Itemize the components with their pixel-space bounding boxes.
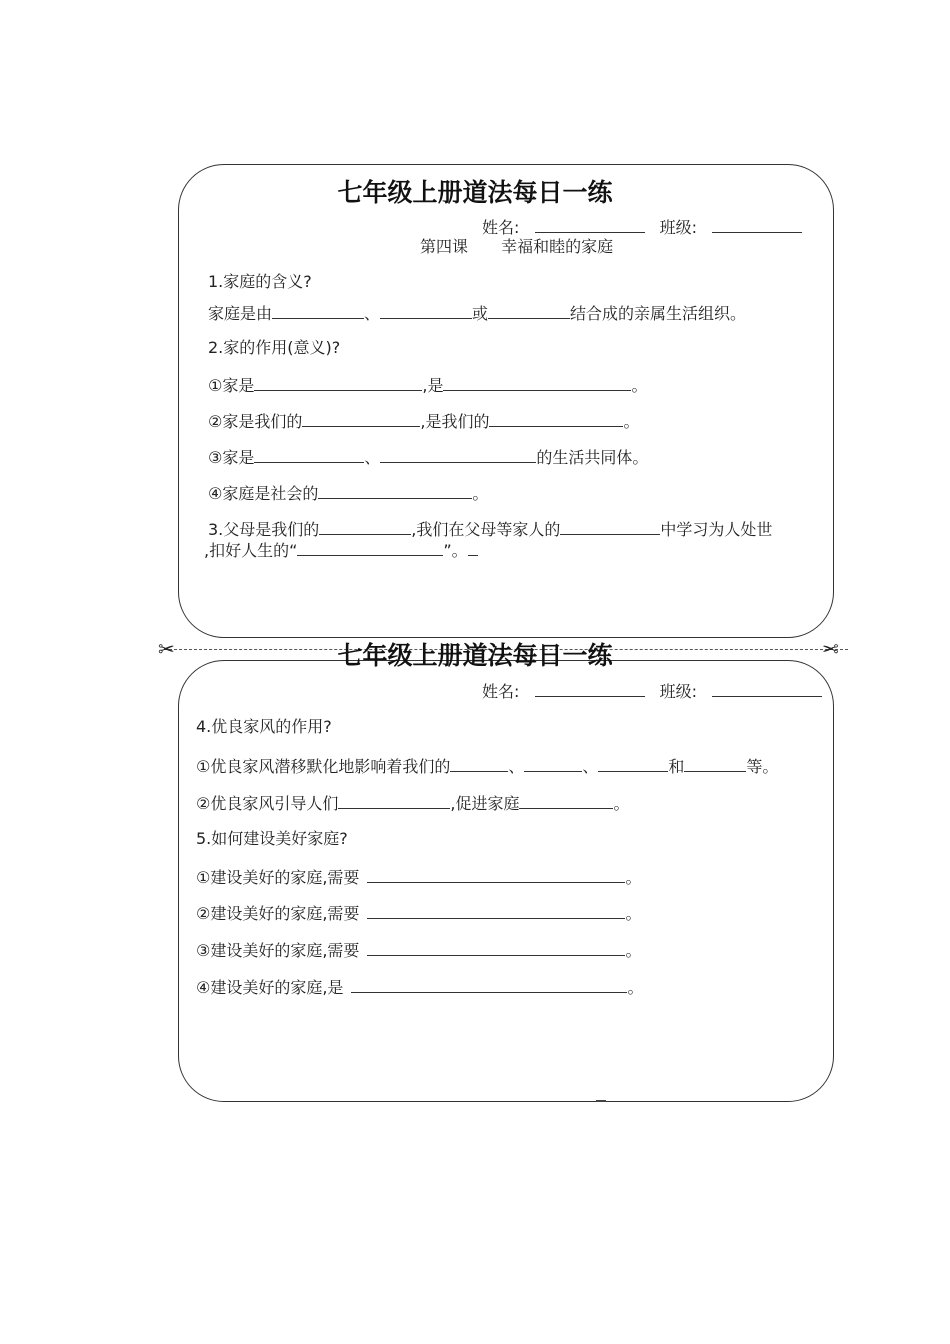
name-field-2 (482, 680, 822, 702)
lesson-number: 第四课 (420, 237, 469, 256)
text: 的生活共同体。 (536, 448, 649, 467)
text: 。 (625, 941, 642, 960)
blank (468, 539, 478, 556)
text: ②家是我们的 (208, 412, 303, 431)
scissors-icon: ✂ (158, 637, 175, 661)
lesson-heading (420, 237, 613, 257)
text: 或 (472, 304, 489, 323)
worksheet-title-1: 七年级上册道法每日一练 (337, 178, 613, 207)
text: ③建设美好的家庭,需要 (196, 941, 360, 960)
text: ④家庭是社会的 (208, 484, 319, 503)
text: ②优良家风引导人们 (196, 794, 339, 813)
blank[interactable] (367, 939, 625, 956)
blank[interactable] (272, 302, 364, 319)
blank[interactable] (380, 302, 472, 319)
blank[interactable] (367, 866, 625, 883)
blank[interactable] (351, 976, 627, 993)
blank[interactable] (297, 539, 443, 556)
blank[interactable] (319, 518, 411, 535)
blank[interactable] (338, 792, 450, 809)
text: 。 (625, 868, 642, 887)
text: 结合成的亲属生活组织。 (570, 304, 747, 323)
name-label: 姓名: (482, 218, 520, 237)
answer-line-4-1 (196, 755, 778, 777)
text: ”。 (443, 541, 468, 560)
worksheet-title-2: 七年级上册道法每日一练 (337, 641, 613, 670)
text: ,促进家庭 (450, 794, 520, 813)
text: 。 (627, 978, 644, 997)
blank[interactable] (443, 374, 631, 391)
answer-line-2-4 (208, 482, 488, 504)
blank[interactable] (318, 482, 472, 499)
bottom-mark (596, 1100, 606, 1102)
text: ,是我们的 (420, 412, 490, 431)
text: 、 (508, 757, 525, 776)
class-label: 班级: (659, 682, 697, 701)
blank[interactable] (302, 410, 420, 427)
text: 、 (364, 304, 381, 323)
text: ,我们在父母等家人的 (411, 520, 561, 539)
question-1: 1.家庭的含义? (208, 272, 312, 291)
question-5: 5.如何建设美好家庭? (196, 829, 348, 848)
text: ②建设美好的家庭,需要 (196, 904, 360, 923)
blank[interactable] (254, 374, 422, 391)
text: ①家是 (208, 376, 255, 395)
answer-line-2-3 (208, 446, 648, 468)
blank[interactable] (367, 902, 625, 919)
text: 家庭是由 (208, 304, 273, 323)
answer-line-5-2 (196, 902, 641, 924)
blank[interactable] (524, 755, 582, 772)
text: ③家是 (208, 448, 255, 467)
blank[interactable] (489, 410, 623, 427)
class-blank[interactable] (712, 680, 822, 697)
text: ,扣好人生的“ (204, 541, 298, 560)
answer-line-1 (208, 302, 746, 324)
text: 3.父母是我们的 (208, 520, 320, 539)
blank[interactable] (519, 792, 613, 809)
text: ,是 (422, 376, 444, 395)
text: ④建设美好的家庭,是 (196, 978, 344, 997)
text: 等。 (746, 757, 779, 776)
text: 。 (472, 484, 489, 503)
answer-line-5-1 (196, 866, 641, 888)
question-3-line-1 (208, 518, 772, 540)
question-2: 2.家的作用(意义)? (208, 338, 341, 357)
scissors-icon: ✂ (822, 637, 839, 661)
text: 中学习为人处世 (660, 520, 773, 539)
text: ①优良家风潜移默化地影响着我们的 (196, 757, 451, 776)
answer-line-2-1 (208, 374, 647, 396)
answer-line-4-2 (196, 792, 629, 814)
blank[interactable] (560, 518, 660, 535)
text: 、 (364, 448, 381, 467)
name-label: 姓名: (482, 682, 520, 701)
answer-line-5-3 (196, 939, 641, 961)
answer-line-5-4 (196, 976, 643, 998)
name-field-1 (482, 216, 802, 238)
text: 。 (631, 376, 648, 395)
class-label: 班级: (659, 218, 697, 237)
answer-line-2-2 (208, 410, 639, 432)
name-blank[interactable] (535, 216, 645, 233)
blank[interactable] (598, 755, 668, 772)
text: 、 (582, 757, 599, 776)
question-4: 4.优良家风的作用? (196, 717, 332, 736)
blank[interactable] (684, 755, 746, 772)
blank[interactable] (380, 446, 536, 463)
blank[interactable] (254, 446, 364, 463)
blank[interactable] (450, 755, 508, 772)
text: 。 (613, 794, 630, 813)
blank[interactable] (488, 302, 570, 319)
text: ①建设美好的家庭,需要 (196, 868, 360, 887)
lesson-title: 幸福和睦的家庭 (501, 237, 614, 256)
question-3-line-2 (204, 539, 478, 561)
text: 。 (623, 412, 640, 431)
text: 。 (625, 904, 642, 923)
text: 和 (668, 757, 685, 776)
name-blank[interactable] (535, 680, 645, 697)
class-blank[interactable] (712, 216, 802, 233)
